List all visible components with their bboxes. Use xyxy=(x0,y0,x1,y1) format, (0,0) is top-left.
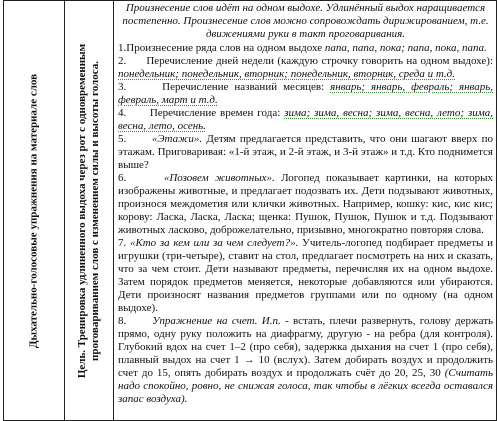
item-title: «Кто за кем или за чем следует?». xyxy=(129,237,299,249)
item-text: Учитель-логопед подбирает предметы и игрушки (три-четыре), ставит на стол, предлагает посмотреть на них и сказать, что за чем стоит. Дети называют предметы, перечисляя их на одном выдохе. Затем порядок предметов меняется, некоторые добавляются или убираются. Дети произносят названия предметов группами или по одному (на одном выдохе). xyxy=(118,237,493,314)
goal-cell xyxy=(65,1,114,421)
item-number: 3. xyxy=(118,81,127,93)
item-text: Перечисление названий месяцев: xyxy=(162,81,325,93)
item-number: 4. xyxy=(118,107,127,119)
item-title: «Этажи». xyxy=(151,133,203,145)
item-note: (Считать надо спокойно, ровно, не снижая голоса, так чтобы в лёгких всегда оставался запас воздуха). xyxy=(118,367,494,405)
section-title-cell xyxy=(4,1,65,421)
intro-text: Произнесение слов идёт на одном выдохе. Удлинённый выдох наращивается постепенно. Произнесение слов можно сопровождать дирижированием, т.е. движениями руки в такт проговаривания. xyxy=(122,2,489,40)
table-row xyxy=(4,1,497,421)
item-title: «Позовем животных». xyxy=(163,172,275,184)
item-text: Перечисление дней недели (каждую строчку говорить на одном выдохе): xyxy=(146,55,494,67)
content-cell xyxy=(114,1,497,421)
item-text: Произнесение ряда слов на одном выдохе xyxy=(126,42,323,54)
item-text: Перечисление времен года: xyxy=(149,107,281,119)
item-number: 7. xyxy=(118,237,127,249)
list-item-6 xyxy=(118,172,493,237)
item-text: Детям предлагается представить, что они шагают вверх по этажам. Приговаривая: «1-й этаж, и 2-й этаж, и 3-й этаж» и т.д. Кто поднимется выше? xyxy=(118,133,494,171)
exercise-table xyxy=(3,0,497,421)
item-number: 2. xyxy=(118,55,127,67)
item-example: понедельник; понедельник, вторник; понедельник, вторник, среда и т.д. xyxy=(118,68,455,80)
item-text: Логопед показывает картинки, на которых изображены животные, и предлагает подозвать их. Дети подзывают животных, произнося междометия или клички животных. Например, кошку: кис, кис кис; корову: Ласка, Ласка, Ласка; щенка: Пушок, Пушок, Пушок и т.д. Подзывают животных ласково, доброжелательно, призывно, многократно повторяя слова. xyxy=(118,172,494,236)
list-item-5 xyxy=(118,133,493,172)
section-title: Дыхательно-голосовые упражнения на материале слов xyxy=(27,73,40,348)
item-example: январь; январь, февраль; январь, февраль, март и т.д. xyxy=(118,81,494,106)
item-number: 8. xyxy=(118,315,127,327)
list-item-1 xyxy=(118,42,493,55)
list-item-7 xyxy=(118,237,493,315)
list-item-4 xyxy=(118,107,493,133)
item-title: Упражнение на счет. И.п. xyxy=(152,315,281,327)
item-number: 6. xyxy=(118,172,127,184)
list-item-3 xyxy=(118,81,493,107)
item-text: - встать, плечи развернуть, голову держать прямо, одну руку положить на диафрагму, другую - на ребра (для контроля). Глубокий вдох на счет 1–2 (про себя), задержка дыхания на счет 1 (про себя), плавный выдох на счет 1 → 10 (вслух). Затем добирать воздух и продолжить счет до 15, опять добирать воздух и продолжать счёт до 20, 25, 30 xyxy=(118,315,494,379)
item-number: 1. xyxy=(118,42,127,54)
goal-text: Цель. Тренировка удлиненного выдоха через рот с одновременным проговариванием слов с изменением силы и высоты голоса. xyxy=(76,43,101,378)
list-item-2 xyxy=(118,55,493,81)
item-example: зима; зима, весна; зима, весна, лето; зима, весна, лето, осень. xyxy=(118,107,493,132)
list-item-8 xyxy=(118,315,493,406)
item-example: папа, папа, пока; папа, пока, папа. xyxy=(324,42,487,54)
item-number: 5. xyxy=(118,133,127,145)
